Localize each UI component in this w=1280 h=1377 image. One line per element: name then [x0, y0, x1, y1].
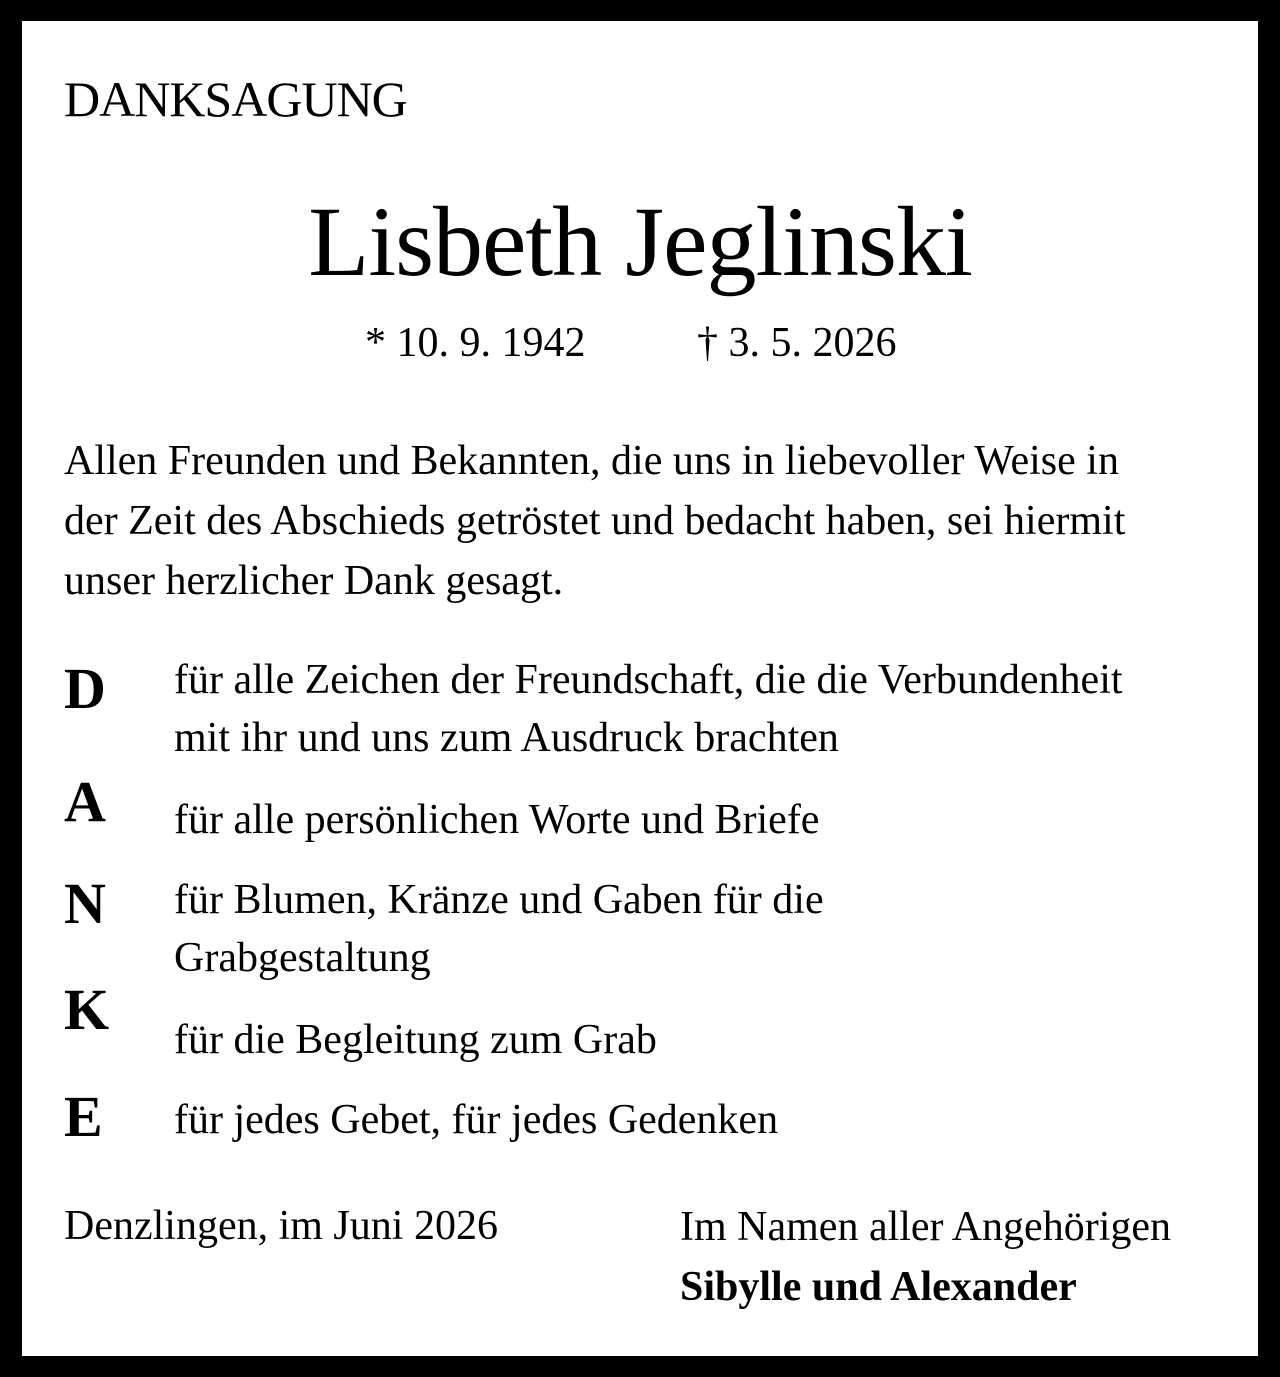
place-and-date: Denzlingen, im Juni 2026: [64, 1203, 498, 1249]
dank-letter-n: N: [64, 871, 106, 936]
birth-date: * 10. 9. 1942: [365, 320, 586, 366]
dank-item-line: mit ihr und uns zum Ausdruck brachten: [174, 715, 839, 761]
deceased-name: Lisbeth Jeglinski: [308, 186, 972, 297]
dank-item-a: [174, 791, 1234, 849]
thanks-line: unser herzlicher Dank gesagt.: [64, 558, 564, 604]
dank-letter-d: D: [64, 656, 106, 721]
dank-letter-a: A: [64, 769, 106, 834]
dank-item-line: für Blumen, Kränze und Gaben für die: [174, 877, 824, 923]
dank-item-d: [174, 651, 1234, 767]
signature-block: [680, 1197, 1171, 1317]
dank-item-n: [174, 871, 1234, 987]
dank-item-line: für jedes Gebet, für jedes Gedenken: [174, 1097, 779, 1143]
dank-item-k: [174, 1011, 1234, 1069]
dank-item-line: für alle persönlichen Worte und Briefe: [174, 797, 820, 843]
signature-line: Im Namen aller Angehörigen: [680, 1204, 1171, 1250]
obituary-notice: [22, 21, 1258, 1356]
thanks-line: Allen Freunden und Bekannten, die uns in liebevoller Weise in: [64, 438, 1119, 484]
notice-heading: DANKSAGUNG: [64, 71, 407, 127]
signature-names: Sibylle und Alexander: [680, 1264, 1077, 1310]
thanks-line: der Zeit des Abschieds getröstet und bedacht haben, sei hiermit: [64, 498, 1126, 544]
dank-letter-e: E: [64, 1084, 103, 1149]
dank-item-line: für alle Zeichen der Freundschaft, die die Verbundenheit: [174, 657, 1123, 703]
thanks-paragraph: [64, 431, 1234, 611]
dank-item-line: für die Begleitung zum Grab: [174, 1017, 657, 1063]
dank-letter-k: K: [64, 977, 110, 1042]
dank-item-line: Grabgestaltung: [174, 935, 431, 981]
dank-item-e: [174, 1091, 1234, 1149]
death-date: † 3. 5. 2026: [697, 320, 897, 366]
